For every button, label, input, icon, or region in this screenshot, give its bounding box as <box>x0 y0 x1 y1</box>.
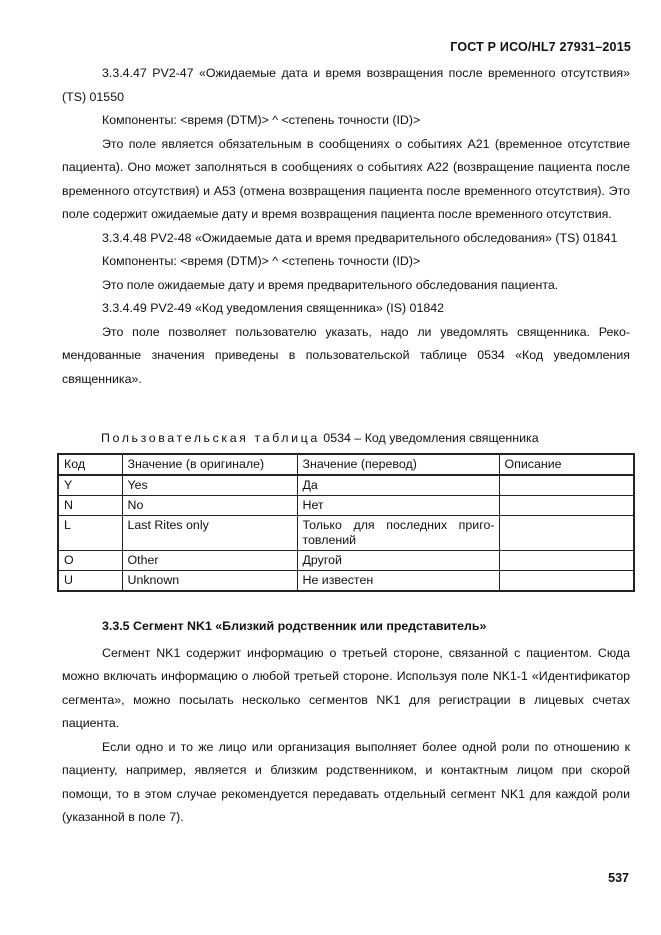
section-paragraph-2: Если одно и то же лицо или организация выполняет более одной роли по отношению к пациенту, например, является и близким родственником, и контактным лицом при скорой помощи, то в этом случае рекомендуется передавать отдельный сегмент NK1 для каждой роли (указанной в поле 7). <box>62 739 630 824</box>
table-caption-title: Код уведомления священника <box>364 431 539 445</box>
table-cell: Нет <box>297 496 499 516</box>
table-cell: Yes <box>122 475 297 496</box>
table-header-row <box>58 454 634 475</box>
table-cell <box>499 475 634 496</box>
table-row <box>58 516 634 551</box>
table-cell <box>499 516 634 551</box>
paragraph-pv2-49-title: 3.3.4.49 PV2-49 «Код уведомления священника» (IS) 01842 <box>102 301 445 315</box>
table-caption-number: 0534 <box>323 431 351 445</box>
section-paragraph-1: Сегмент NK1 содержит информацию о третьей стороне, связанной с пациентом. Сюда можно включать информацию о любой третьей стороне. Используя поле NK1-1 «Идентификатор сегмента», можно посылать несколько сегментов NK1 для регистрации в лицевых счетах пациента. <box>62 645 630 730</box>
table-header-cell: Код <box>58 454 122 475</box>
code-table <box>57 453 635 592</box>
table-caption-prefix: Пользовательская таблица <box>101 431 320 445</box>
paragraph-pv2-48-description: Это поле ожидаемые дату и время предварительного обследования пациента. <box>102 277 559 292</box>
paragraph-pv2-48-title: 3.3.4.48 PV2-48 «Ожидаемые дата и время предварительного обследования» (TS) 01841 <box>102 230 618 245</box>
table-cell: N <box>58 496 122 516</box>
table-row <box>58 571 634 592</box>
table-cell <box>499 571 634 592</box>
body-text-top <box>62 62 630 391</box>
table-caption-dash: – <box>354 431 362 445</box>
table-cell <box>499 551 634 571</box>
paragraph-pv2-49-description: Это поле позволяет пользователю указать, надо ли уведомлять священника. Рекомендованные значения приведены в пользовательской таблице 0534 «Код уведомления священника». <box>62 324 630 386</box>
table-row <box>58 496 634 516</box>
table-row <box>58 551 634 571</box>
table-cell: Other <box>122 551 297 571</box>
page-number: 537 <box>608 871 629 885</box>
table-cell: U <box>58 571 122 592</box>
table-cell <box>499 496 634 516</box>
table-row <box>58 475 634 496</box>
paragraph-pv2-47-description: Это поле является обязательным в сообщениях о событиях A21 (временное отсутствие пациента). Оно может заполняться в сообщениях о событиях A22 (возвращение пациента после временного отсутствия) и A53 (отмена возвращения пациента после временного отсутствия). Это поле содержит ожидаемые дату и время возвращения пациента после временного отсутствия. <box>62 136 630 221</box>
table-cell: Другой <box>297 551 499 571</box>
paragraph-pv2-48-components: Компоненты: <время (DTM)> ^ <степень точности (ID)> <box>102 254 421 268</box>
table-header-cell: Значение (перевод) <box>297 454 499 475</box>
paragraph-pv2-47-components: Компоненты: <время (DTM)> ^ <степень точности (ID)> <box>102 113 421 127</box>
table-cell: Да <box>297 475 499 496</box>
paragraph-pv2-47-title: 3.3.4.47 PV2-47 «Ожидаемые дата и время возвращения после временного отсутствия» (TS) 01550 <box>62 66 630 104</box>
table-header-cell: Значение (в оригинале) <box>122 454 297 475</box>
table-cell: L <box>58 516 122 551</box>
table-cell: Unknown <box>122 571 297 592</box>
document-header: ГОСТ Р ИСО/HL7 27931–2015 <box>450 40 631 54</box>
table-cell: Last Rites only <box>122 516 297 551</box>
table-cell: Y <box>58 475 122 496</box>
table-cell: No <box>122 496 297 516</box>
table-header-cell: Описание <box>499 454 634 475</box>
table-cell: Не известен <box>297 571 499 592</box>
section-nk1 <box>62 615 630 830</box>
table-cell: O <box>58 551 122 571</box>
table-caption <box>101 429 539 447</box>
table-cell: Только для последних приготовлений <box>297 516 499 551</box>
section-heading: 3.3.5 Сегмент NK1 «Близкий родственник или представитель» <box>102 619 487 633</box>
